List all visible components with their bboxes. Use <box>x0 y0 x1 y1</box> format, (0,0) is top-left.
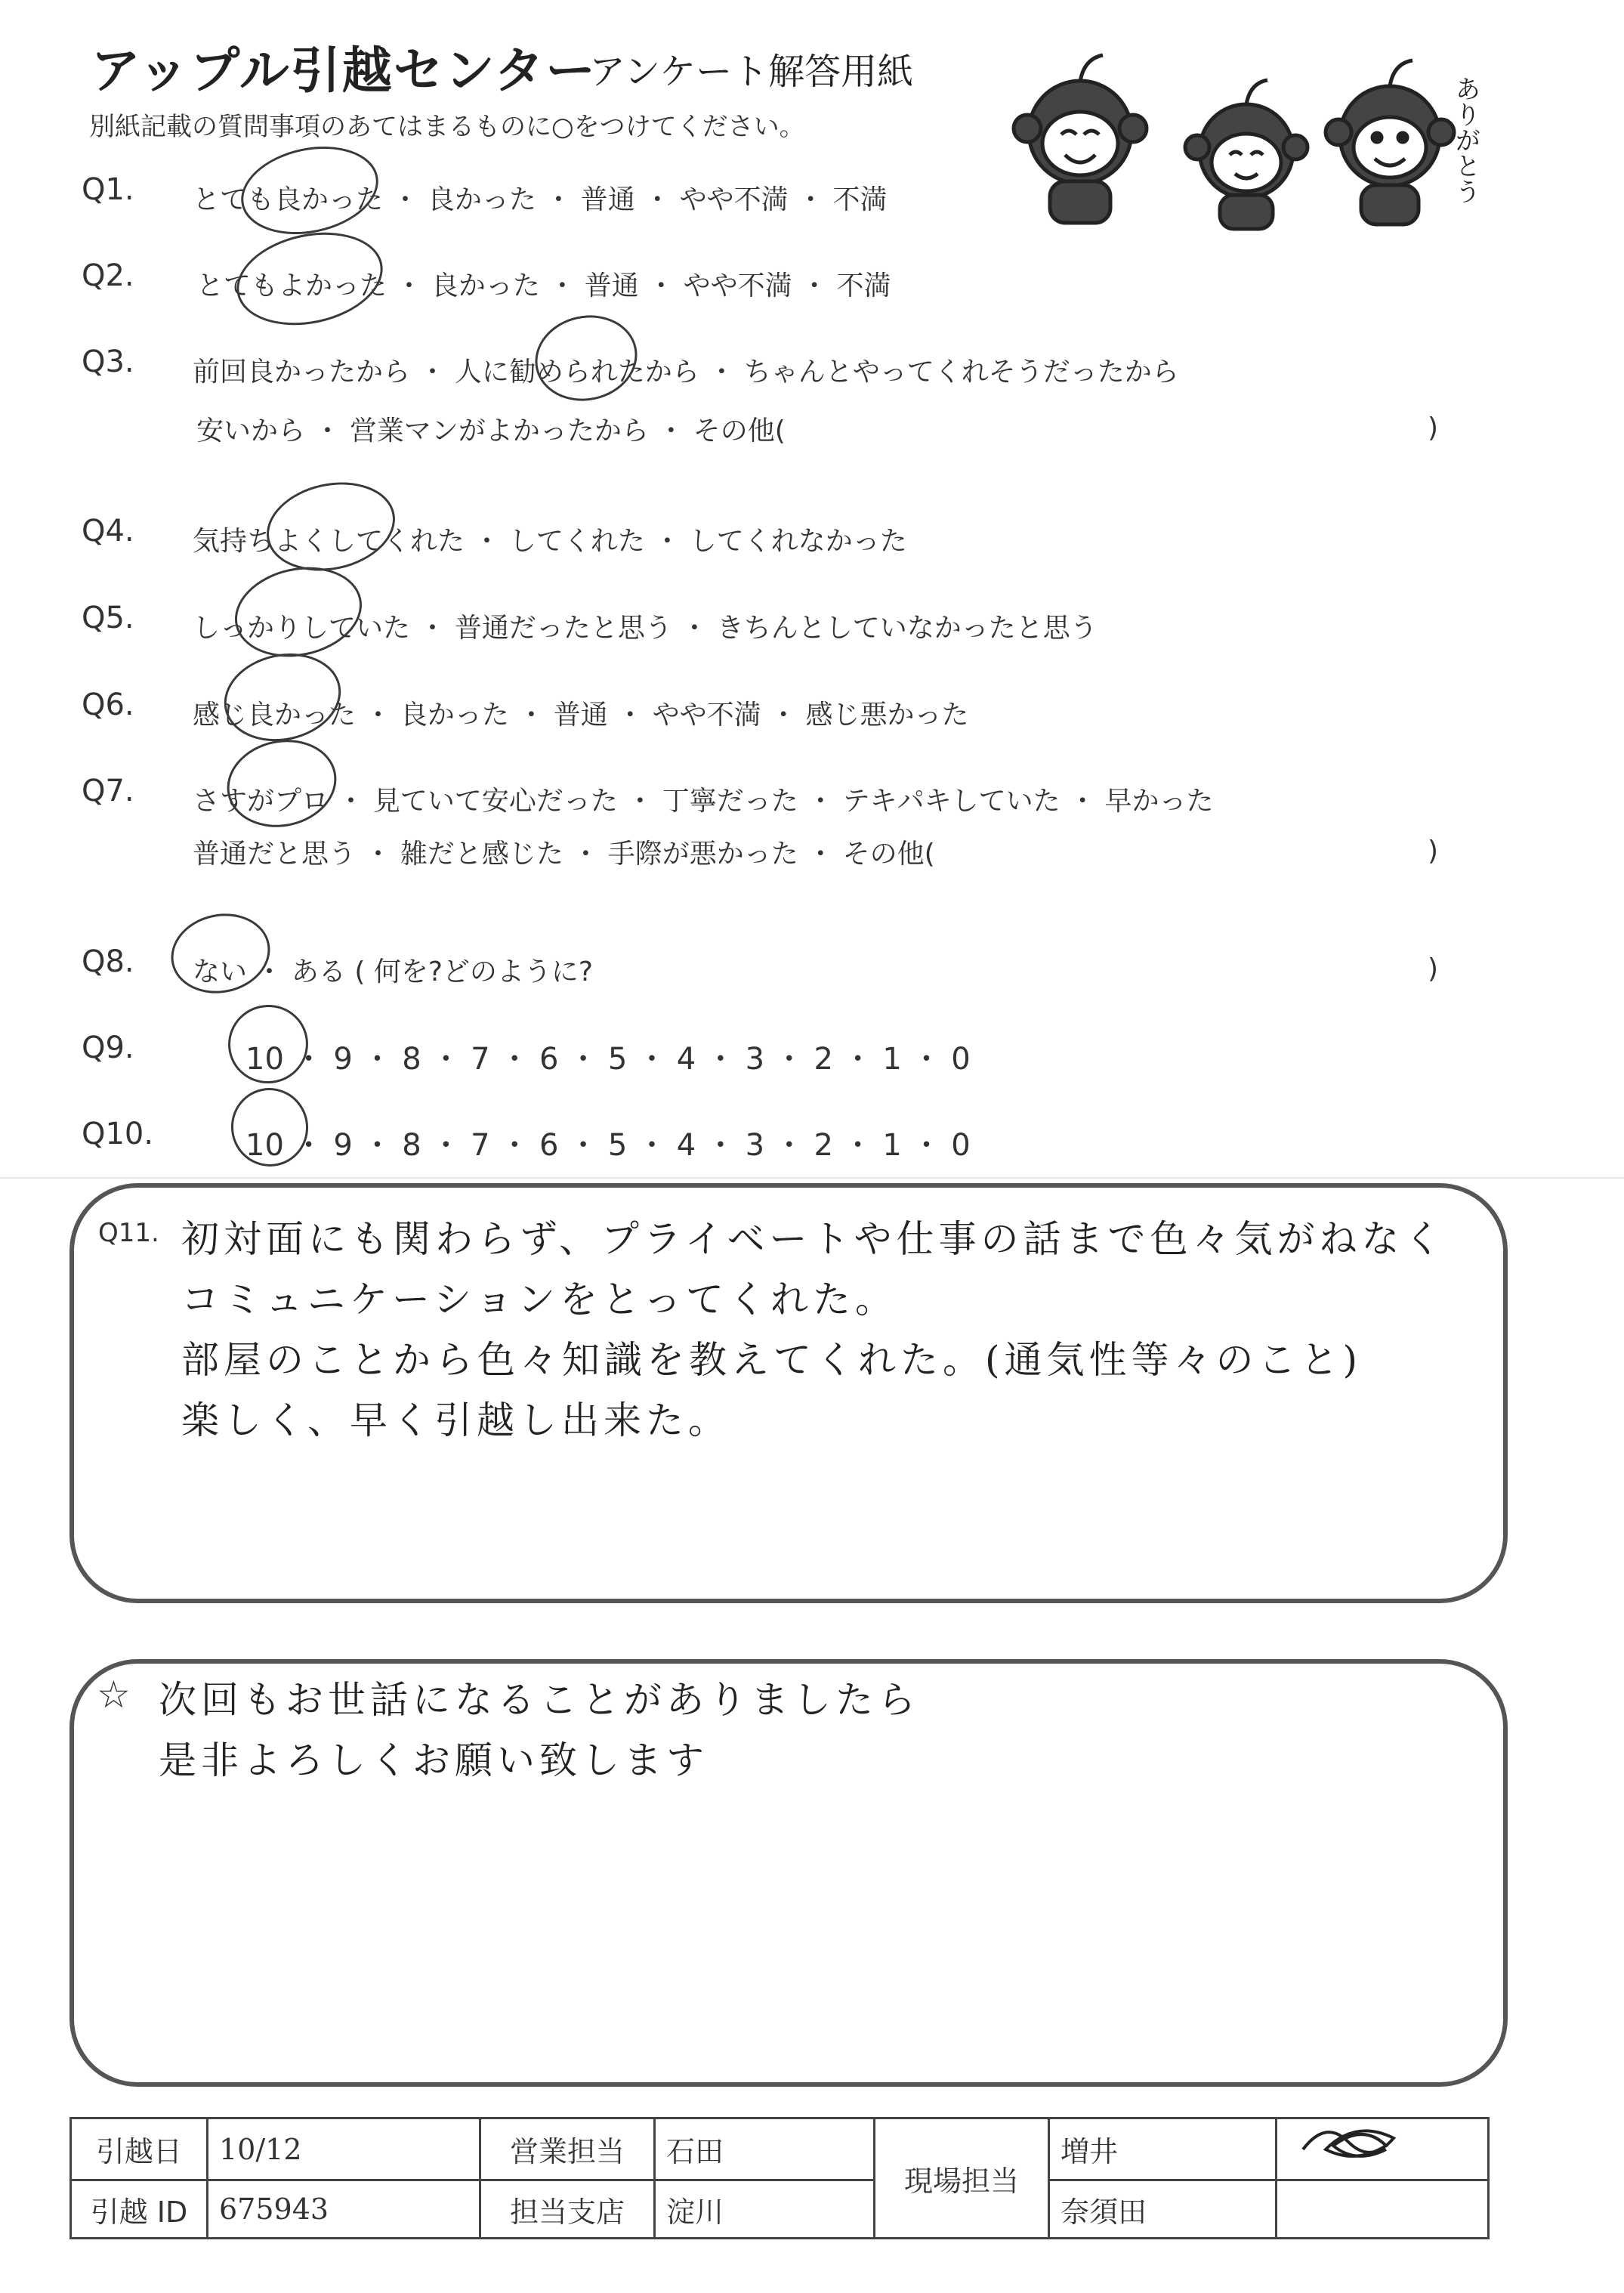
message-line-1: 次回もお世話になることがありましたら <box>159 1678 920 1722</box>
mascot-monkey-middle <box>1185 80 1308 229</box>
branch-label: 担当支店 <box>480 2180 655 2239</box>
q11-line-2: コミュニケーションをとってくれた。 <box>181 1278 897 1321</box>
q2-label: Q2. <box>82 258 134 293</box>
q10-label: Q10. <box>82 1117 154 1151</box>
q1-label: Q1. <box>82 172 134 207</box>
q7-close-paren: ) <box>1428 836 1439 867</box>
message-line-2: 是非よろしくお願い致します <box>159 1738 709 1782</box>
mascot-thanks-text: ありがとう <box>1450 76 1480 204</box>
q4-answer-circle <box>258 471 403 582</box>
site-staff-empty <box>1277 2180 1489 2239</box>
q8-close-paren: ) <box>1428 953 1439 984</box>
q11-label: Q11. <box>98 1218 159 1248</box>
q6-label: Q6. <box>82 688 134 722</box>
site-label: 現場担当 <box>875 2118 1049 2239</box>
q1-answer-circle <box>233 134 386 246</box>
site-staff-3-scribble <box>1277 2118 1489 2180</box>
q2-options: とてもよかった ・ 良かった ・ 普通 ・ やや不満 ・ 不満 <box>196 270 891 301</box>
q4-label: Q4. <box>82 514 134 549</box>
survey-title: アップル引越センター <box>91 42 597 100</box>
q7-options-line2: 普通だと思う ・ 雑だと感じた ・ 手際が悪かった ・ その他( <box>193 839 935 870</box>
q8-options: ない ・ ある ( 何を?どのように? <box>193 956 594 987</box>
q10-scale: 10 ・ 9 ・ 8 ・ 7 ・ 6 ・ 5 ・ 4 ・ 3 ・ 2 ・ 1 ・ 0 <box>245 1128 971 1163</box>
move-id-value: 675943 <box>208 2180 480 2239</box>
q3-options-line1: 前回良かったから ・ 人に勧められたから ・ ちゃんとやってくれそうだったから <box>193 357 1179 388</box>
instruction-text: 別紙記載の質問事項のあてはまるものに○をつけてください。 <box>89 112 805 142</box>
sales-label: 営業担当 <box>480 2118 655 2180</box>
q11-line-4: 楽しく、早く引越し出来た。 <box>181 1398 730 1442</box>
star-icon: ☆ <box>97 1673 131 1717</box>
q6-answer-circle <box>216 643 349 752</box>
q8-label: Q8. <box>82 944 134 979</box>
move-date-value: 10/12 <box>208 2118 480 2180</box>
mascot-illustration <box>997 45 1496 234</box>
site-staff-2: 奈須田 <box>1049 2180 1277 2239</box>
branch-value: 淀川 <box>655 2180 875 2239</box>
scribble-mark <box>1288 2119 1439 2172</box>
q6-options: 感じ良かった ・ 良かった ・ 普通 ・ やや不満 ・ 感じ悪かった <box>193 700 969 731</box>
fold-line <box>0 1177 1624 1179</box>
sales-value: 石田 <box>655 2118 875 2180</box>
survey-subtitle: アンケート解答用紙 <box>589 51 914 93</box>
q3-options-line2: 安いから ・ 営業マンがよかったから ・ その他( <box>196 416 786 447</box>
q5-answer-circle <box>227 556 370 669</box>
site-staff-1: 増井 <box>1049 2118 1277 2180</box>
q3-label: Q3. <box>82 345 134 379</box>
q3-answer-circle <box>527 306 645 410</box>
q11-line-1: 初対面にも関わらず、プライベートや仕事の話まで色々気がねなく <box>181 1217 1446 1261</box>
q7-label: Q7. <box>82 774 134 808</box>
q4-options: 気持ちよくしてくれた ・ してくれた ・ してくれなかった <box>193 526 907 557</box>
q2-answer-circle <box>228 220 391 338</box>
q1-options: とても良かった ・ 良かった ・ 普通 ・ やや不満 ・ 不満 <box>193 184 888 215</box>
move-id-label: 引越 ID <box>71 2180 208 2239</box>
move-info-table <box>69 2117 1490 2239</box>
q5-label: Q5. <box>82 601 134 635</box>
move-date-label: 引越日 <box>71 2118 208 2180</box>
q5-options: しっかりしていた ・ 普通だったと思う ・ きちんとしていなかったと思う <box>193 613 1098 644</box>
q3-close-paren: ) <box>1428 413 1439 443</box>
q9-scale: 10 ・ 9 ・ 8 ・ 7 ・ 6 ・ 5 ・ 4 ・ 3 ・ 2 ・ 1 ・ 0 <box>245 1042 971 1077</box>
q9-label: Q9. <box>82 1031 134 1065</box>
q11-line-3: 部屋のことから色々知識を教えてくれた。(通気性等々のこと) <box>181 1338 1363 1382</box>
q7-answer-circle <box>219 730 345 837</box>
mascot-monkey-left <box>1014 55 1147 223</box>
mascot-monkey-right <box>1326 60 1454 224</box>
q7-options-line1: さすがプロ ・ 見ていて安心だった ・ 丁寧だった ・ テキパキしていた ・ 早かった <box>193 786 1214 817</box>
